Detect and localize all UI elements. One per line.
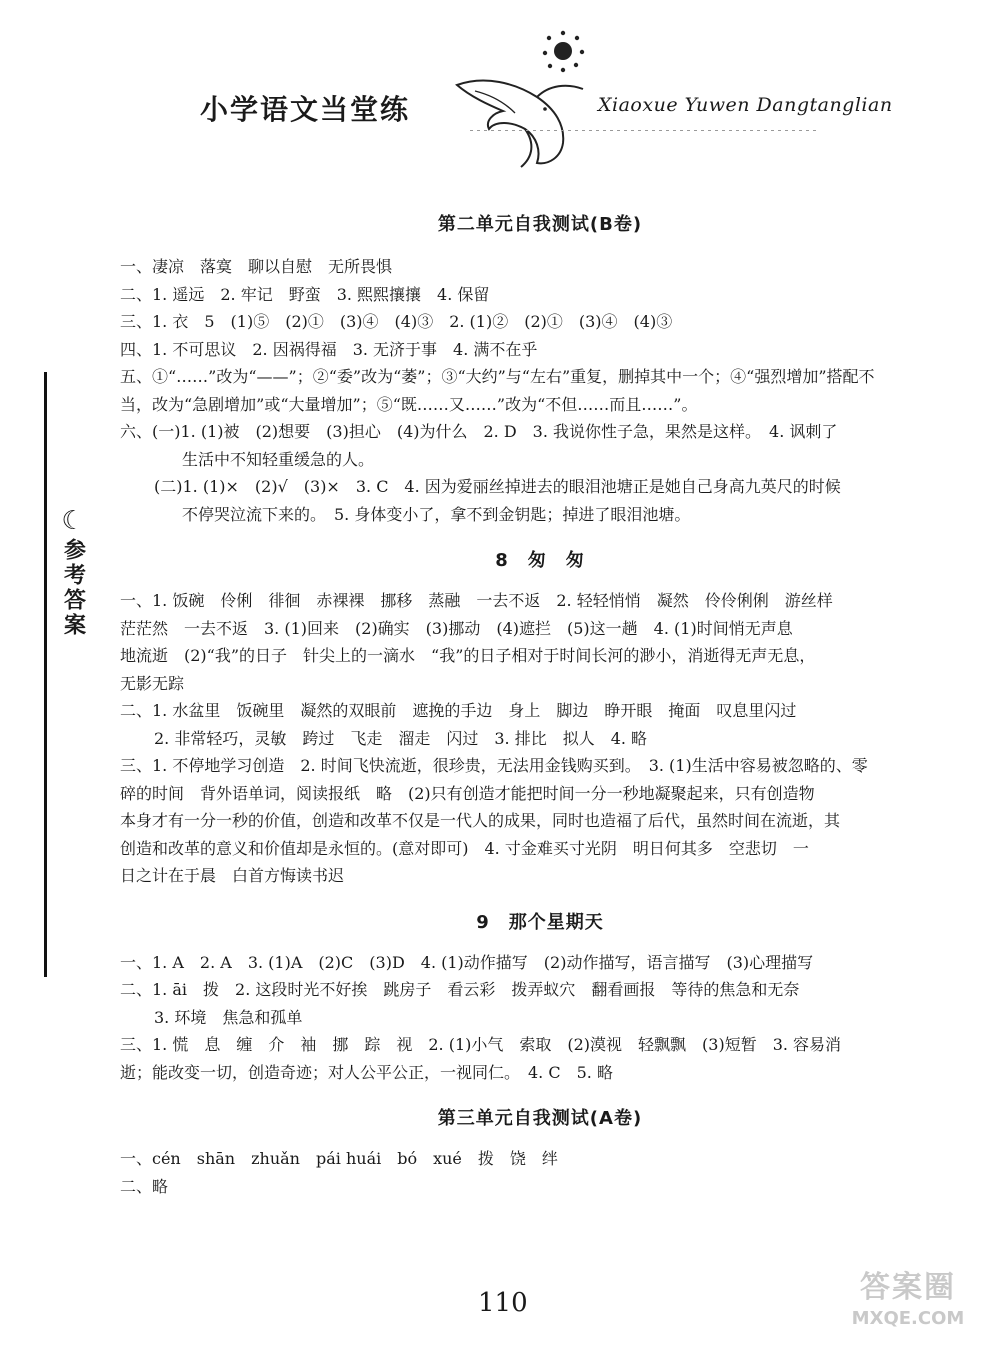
section-title: 8 匆 匆: [495, 550, 585, 571]
answer-line: 当，改为“急剧增加”或“大量增加”；⑤“既……又……”改为“不但……而且……”。: [120, 394, 698, 414]
answer-line: 茫茫然 一去不返 3. (1)回来 (2)确实 (3)挪动 (4)遮拦 (5)这一趟 4. (1)时间悄无声息: [120, 618, 793, 638]
section-title: 第二单元自我测试(B卷): [437, 214, 643, 235]
section-title: 第三单元自我测试(A卷): [437, 1108, 643, 1129]
answer-line: 一、凄凉 落寞 聊以自慰 无所畏惧: [120, 257, 393, 276]
answer-line: 地流逝 (2)“我”的日子 针尖上的一滴水 “我”的日子相对于时间长河的渺小，消逝得无声无息，: [120, 646, 816, 665]
answer-line: 二、1. āi 拨 2. 这段时光不好挨 跳房子 看云彩 拨弄蚁穴 翻看画报 等待的焦急和无奈: [120, 980, 800, 999]
moon-icon: ☾: [61, 506, 85, 536]
answer-line: 创造和改革的意义和价值却是永恒的。(意对即可) 4. 寸金难买寸光阴 明日何其多 空悲切 一: [120, 838, 809, 858]
answer-line: 五、①“……”改为“——”；②“委”改为“萎”；③“大约”与“左右”重复，删掉其中一个；④“强烈增加”搭配不: [120, 367, 875, 386]
section-unit3-test-a: [120, 1104, 960, 1200]
answer-line: 碎的时间 背外语单词，阅读报纸 略 (2)只有创造才能把时间一分一秒地凝聚起来，只有创造物: [120, 783, 815, 803]
answer-line: 四、1. 不可思议 2. 因祸得福 3. 无济于事 4. 满不在乎: [120, 339, 538, 359]
answer-line: 无影无踪: [120, 673, 185, 693]
answer-line: 逝；能改变一切，创造奇迹；对人公平公正，一视同仁。 4. C 5. 略: [120, 1062, 613, 1082]
answer-line: 六、(一)1. (1)被 (2)想要 (3)担心 (4)为什么 2. D 3. 我说你性子急，果然是这样。 4. 讽刺了: [120, 422, 838, 441]
book-title-pinyin: Xiaoxue Yuwen Dangtanglian: [598, 94, 893, 116]
answer-line: 一、cén shān zhuǎn pái huái bó xué 拨 饶 绊: [120, 1149, 558, 1168]
section-lesson-8: [120, 546, 960, 890]
book-title: 小学语文当堂练: [200, 93, 411, 126]
dove-logo-icon: [445, 25, 605, 175]
answer-line: 本身才有一分一秒的价值，创造和改革不仅是一代人的成果，同时也造福了后代，虽然时间在流逝，其: [120, 811, 841, 830]
watermark-logo-text: 答案圈: [860, 1270, 956, 1305]
answer-line: 二、1. 水盆里 饭碗里 凝然的双眼前 遮挽的手边 身上 脚边 睁开眼 掩面 叹息里闪过: [120, 701, 797, 720]
watermark-domain: MXQE.COM: [851, 1308, 965, 1329]
answer-line: 3. 环境 焦急和孤单: [154, 1007, 303, 1027]
answer-line: 一、1. A 2. A 3. (1)A (2)C (3)D 4. (1)动作描写 (2)动作描写，语言描写 (3)心理描写: [120, 952, 814, 972]
header-divider: [470, 130, 820, 131]
answer-line: 三、1. 不停地学习创造 2. 时间飞快流逝，很珍贵，无法用金钱购买到。 3. (1)生活中容易被忽略的、零: [120, 756, 868, 775]
answer-line: 二、1. 遥远 2. 牢记 野蛮 3. 熙熙攘攘 4. 保留: [120, 284, 490, 304]
answer-line: 不停哭泣流下来的。 5. 身体变小了，拿不到金钥匙；掉进了眼泪池塘。: [182, 504, 691, 524]
answer-line: 一、1. 饭碗 伶俐 徘徊 赤裸裸 挪移 蒸融 一去不返 2. 轻轻悄悄 凝然 伶伶俐俐 游丝样: [120, 591, 833, 610]
side-tab-label: 参考答案: [60, 538, 86, 638]
side-bar-line: [44, 372, 47, 977]
watermark: [838, 1262, 978, 1329]
section-unit2-test-b: [120, 210, 960, 528]
answer-line: 生活中不知轻重缓急的人。: [182, 449, 375, 469]
answer-content: [120, 210, 960, 1200]
answer-line: 三、1. 衣 5 (1)⑤ (2)① (3)④ (4)③ 2. (1)② (2)① (3)④ (4)③: [120, 312, 673, 331]
answer-line: (二)1. (1)× (2)√ (3)× 3. C 4. 因为爱丽丝掉进去的眼泪池塘正是她自己身高九英尺的时候: [154, 477, 841, 496]
answer-line: 二、略: [120, 1176, 169, 1196]
answer-line: 2. 非常轻巧，灵敏 跨过 飞走 溜走 闪过 3. 排比 拟人 4. 略: [154, 728, 648, 748]
answer-line: 三、1. 慌 息 缠 介 袖 挪 踪 视 2. (1)小气 索取 (2)漠视 轻飘飘 (3)短暂 3. 容易消: [120, 1035, 842, 1054]
answer-line: 日之计在于晨 白首方悔读书迟: [120, 866, 345, 885]
section-title: 9 那个星期天: [476, 911, 604, 933]
side-tab: [56, 508, 90, 642]
page-number: 110: [478, 1288, 528, 1318]
section-lesson-9: [120, 908, 960, 1087]
